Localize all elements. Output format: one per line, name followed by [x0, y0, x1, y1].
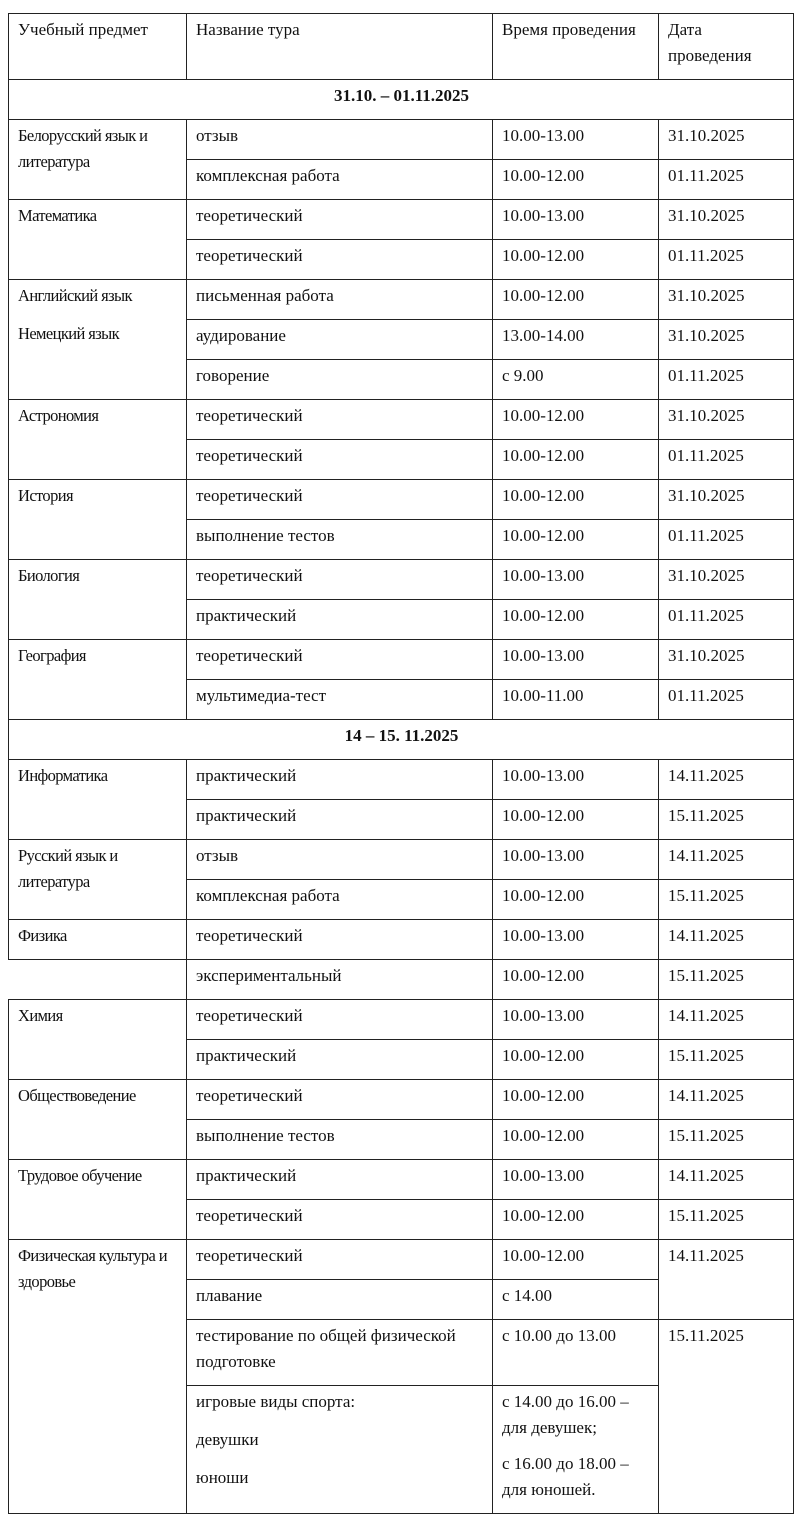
tour-date: 15.11.2025	[659, 960, 794, 1000]
tour-date: 14.11.2025	[659, 1080, 794, 1120]
tour-name: комплексная работа	[187, 160, 493, 200]
tour-time: 10.00-12.00	[493, 240, 659, 280]
subject-name: История	[9, 480, 187, 560]
tour-name: плавание	[187, 1280, 493, 1320]
table-row	[9, 200, 794, 240]
tour-date: 14.11.2025	[659, 1160, 794, 1200]
tour-time: 10.00-13.00	[493, 640, 659, 680]
header-row	[9, 14, 794, 80]
tour-time-line: с 14.00 до 16.00 –для девушек;	[502, 1392, 629, 1437]
tour-name-line: юноши	[196, 1468, 249, 1487]
tour-name: теоретический	[187, 560, 493, 600]
subject-name: Трудовое обучение	[9, 1160, 187, 1240]
table-row	[9, 280, 794, 320]
subject-name: Физическая культура и здоровье	[9, 1240, 187, 1514]
tour-date: 01.11.2025	[659, 520, 794, 560]
tour-name: тестирование по общей физической подготовке	[187, 1320, 493, 1386]
tour-time: 10.00-12.00	[493, 880, 659, 920]
tour-date: 01.11.2025	[659, 680, 794, 720]
subject-name: Химия	[9, 1000, 187, 1080]
tour-date: 31.10.2025	[659, 640, 794, 680]
subject-name: Биология	[9, 560, 187, 640]
tour-time: с 10.00 до 13.00	[493, 1320, 659, 1386]
tour-time: 10.00-12.00	[493, 1080, 659, 1120]
tour-date: 14.11.2025	[659, 840, 794, 880]
tour-date: 15.11.2025	[659, 1120, 794, 1160]
tour-time: 10.00-12.00	[493, 1040, 659, 1080]
tour-date: 15.11.2025	[659, 1200, 794, 1240]
tour-name: практический	[187, 760, 493, 800]
tour-date: 01.11.2025	[659, 160, 794, 200]
tour-time: 10.00-12.00	[493, 280, 659, 320]
tour-date: 15.11.2025	[659, 1040, 794, 1080]
tour-name: теоретический	[187, 920, 493, 960]
subject-name	[9, 280, 187, 400]
tour-date: 14.11.2025	[659, 920, 794, 960]
subject-name: Информатика	[9, 760, 187, 840]
subject-name-line: Английский язык	[18, 286, 132, 305]
subject-name: Русский язык и литература	[9, 840, 187, 920]
tour-name: теоретический	[187, 1000, 493, 1040]
table-row	[9, 120, 794, 160]
tour-date: 31.10.2025	[659, 560, 794, 600]
tour-time: 10.00-13.00	[493, 560, 659, 600]
tour-name: говорение	[187, 360, 493, 400]
table-row	[9, 480, 794, 520]
tour-name: практический	[187, 600, 493, 640]
tour-date: 14.11.2025	[659, 1000, 794, 1040]
section-header	[9, 720, 794, 760]
tour-time: с 14.00	[493, 1280, 659, 1320]
tour-name: теоретический	[187, 640, 493, 680]
tour-time: 10.00-12.00	[493, 480, 659, 520]
table-row	[9, 1160, 794, 1200]
header-date: Дата проведения	[659, 14, 794, 80]
tour-time: 10.00-12.00	[493, 1240, 659, 1280]
tour-date: 31.10.2025	[659, 400, 794, 440]
tour-name	[187, 1386, 493, 1514]
tour-date: 31.10.2025	[659, 280, 794, 320]
tour-time: 10.00-12.00	[493, 1120, 659, 1160]
tour-name: теоретический	[187, 1080, 493, 1120]
tour-time: 10.00-12.00	[493, 960, 659, 1000]
subject-name: География	[9, 640, 187, 720]
subject-name-line: Немецкий язык	[18, 324, 120, 343]
tour-name: практический	[187, 1040, 493, 1080]
tour-date: 01.11.2025	[659, 440, 794, 480]
table-row	[9, 1080, 794, 1120]
tour-date: 31.10.2025	[659, 120, 794, 160]
subject-name: Математика	[9, 200, 187, 280]
tour-name: письменная работа	[187, 280, 493, 320]
tour-name: теоретический	[187, 240, 493, 280]
tour-time: 10.00-12.00	[493, 600, 659, 640]
table-row	[9, 640, 794, 680]
tour-date: 31.10.2025	[659, 320, 794, 360]
tour-time	[493, 1386, 659, 1514]
empty-cell	[9, 960, 187, 1000]
tour-name: практический	[187, 800, 493, 840]
tour-name: отзыв	[187, 840, 493, 880]
tour-time: 10.00-12.00	[493, 520, 659, 560]
section-header	[9, 80, 794, 120]
subject-name: Астрономия	[9, 400, 187, 480]
subject-name: Физика	[9, 920, 187, 960]
tour-time: 10.00-12.00	[493, 800, 659, 840]
tour-time: 10.00-13.00	[493, 200, 659, 240]
tour-time: 10.00-12.00	[493, 440, 659, 480]
tour-date: 01.11.2025	[659, 360, 794, 400]
tour-time: с 9.00	[493, 360, 659, 400]
header-subject: Учебный предмет	[9, 14, 187, 80]
table-row	[9, 560, 794, 600]
tour-date: 01.11.2025	[659, 240, 794, 280]
tour-time: 10.00-13.00	[493, 1160, 659, 1200]
tour-name: теоретический	[187, 480, 493, 520]
tour-date: 15.11.2025	[659, 880, 794, 920]
tour-time: 13.00-14.00	[493, 320, 659, 360]
subject-name: Обществоведение	[9, 1080, 187, 1160]
header-time: Время проведения	[493, 14, 659, 80]
tour-date: 31.10.2025	[659, 480, 794, 520]
tour-name: теоретический	[187, 200, 493, 240]
tour-name: теоретический	[187, 400, 493, 440]
tour-time: 10.00-12.00	[493, 160, 659, 200]
table-row	[9, 960, 794, 1000]
tour-time: 10.00-13.00	[493, 920, 659, 960]
tour-name: аудирование	[187, 320, 493, 360]
tour-date: 14.11.2025	[659, 1240, 794, 1320]
tour-time: 10.00-13.00	[493, 840, 659, 880]
tour-date: 14.11.2025	[659, 760, 794, 800]
table-row	[9, 1240, 794, 1280]
table-row	[9, 1000, 794, 1040]
tour-date: 31.10.2025	[659, 200, 794, 240]
tour-date: 01.11.2025	[659, 600, 794, 640]
tour-time: 10.00-13.00	[493, 1000, 659, 1040]
tour-date: 15.11.2025	[659, 1320, 794, 1514]
tour-name-line: девушки	[196, 1430, 259, 1449]
section-title: 31.10. – 01.11.2025	[9, 80, 794, 120]
table-row	[9, 400, 794, 440]
tour-time: 10.00-12.00	[493, 400, 659, 440]
table-row	[9, 920, 794, 960]
tour-name: отзыв	[187, 120, 493, 160]
tour-name: теоретический	[187, 1240, 493, 1280]
tour-name: комплексная работа	[187, 880, 493, 920]
olympiad-schedule-table	[8, 13, 794, 1514]
tour-time: 10.00-13.00	[493, 760, 659, 800]
tour-name: практический	[187, 1160, 493, 1200]
tour-time: 10.00-12.00	[493, 1200, 659, 1240]
section-title: 14 – 15. 11.2025	[9, 720, 794, 760]
tour-name: выполнение тестов	[187, 1120, 493, 1160]
table-row	[9, 760, 794, 800]
tour-name: экспериментальный	[187, 960, 493, 1000]
table-row	[9, 840, 794, 880]
tour-name: теоретический	[187, 440, 493, 480]
tour-date: 15.11.2025	[659, 800, 794, 840]
tour-name-line: игровые виды спорта:	[196, 1392, 356, 1411]
tour-time: 10.00-13.00	[493, 120, 659, 160]
tour-name: выполнение тестов	[187, 520, 493, 560]
subject-name: Белорусский язык и литература	[9, 120, 187, 200]
header-tour: Название тура	[187, 14, 493, 80]
tour-time: 10.00-11.00	[493, 680, 659, 720]
tour-time-line: с 16.00 до 18.00 –для юношей.	[502, 1454, 629, 1499]
tour-name: мультимедиа-тест	[187, 680, 493, 720]
tour-name: теоретический	[187, 1200, 493, 1240]
